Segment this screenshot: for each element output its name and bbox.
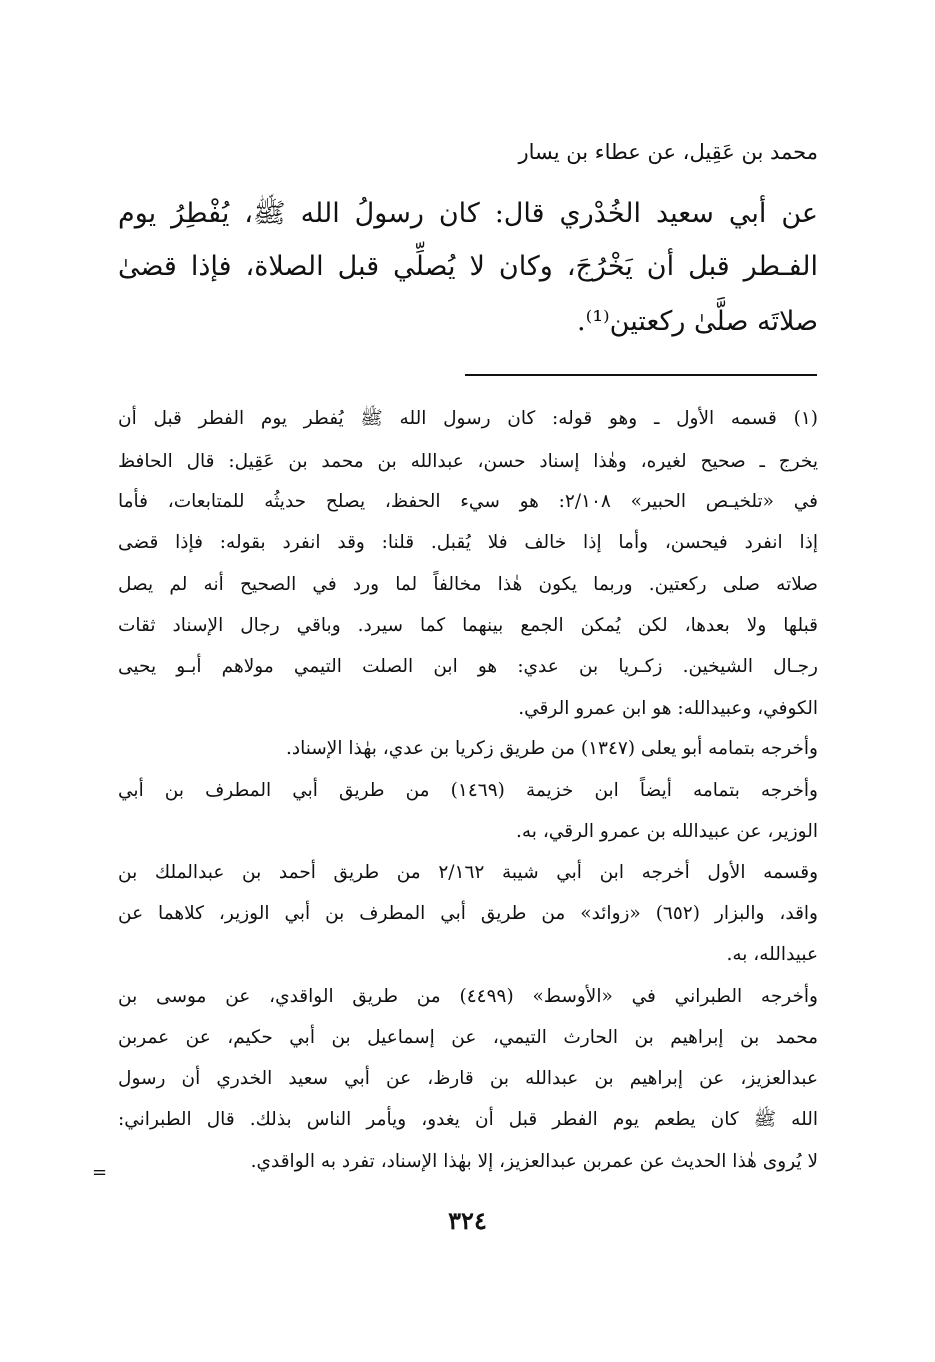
footnote-line: قبلها ولا بعدها، لكن يُمكن الجمع بينهما كما سيرد. وباقي رجال الإسناد ثقات — [118, 615, 818, 636]
footnote-line: إذا انفرد فيحسن، وأما إذا خالف فلا يُقبل. قلنا: وقد انفرد بقوله: فإذا قضى — [118, 532, 818, 553]
narrator-line: محمد بن عَقِيل، عن عطاء بن يسار — [518, 140, 818, 164]
footnote-line: محمد بن إبراهيم بن الحارث التيمي، عن إسماعيل بن أبي حكيم، عن عمربن — [118, 1027, 818, 1048]
hadith-line: الفـطر قبل أن يَخْرُجَ، وكان لا يُصلِّي قبل الصلاة، فإذا قضىٰ — [118, 251, 818, 282]
footnote-line: لا يُروى هٰذا الحديث عن عمربن عبدالعزيز، إلا بهٰذا الإسناد، تفرد به الواقدي. — [250, 1151, 818, 1172]
footnote-line: وأخرجه بتمامه أبو يعلى (١٣٤٧) من طريق زكريا بن عدي، بهٰذا الإسناد. — [285, 738, 818, 759]
footnote-line: واقد، والبزار (٦٥٢) «زوائد» من طريق أبي المطرف بن أبي الوزير، كلاهما عن — [118, 903, 818, 924]
hadith-line: عن أبي سعيد الخُدْري قال: كان رسولُ الله ﷺ، يُفْطِرُ يوم — [118, 198, 818, 229]
footnote-line: (١) قسمه الأول ـ وهو قوله: كان رسول الله ﷺ يُفطر يوم الفطر قبل أن — [118, 408, 818, 429]
continuation-mark: = — [92, 1162, 108, 1183]
hadith-line: صلاتَه صلَّىٰ ركعتين⁽¹⁾. — [576, 306, 818, 337]
footnote-line: يخرج ـ صحيح لغيره، وهٰذا إسناد حسن، عبدالله بن محمد بن عَقِيل: قال الحافظ — [118, 451, 818, 472]
footnote-line: عبدالعزيز، عن إبراهيم بن عبدالله بن قارظ، عن أبي سعيد الخدري أن رسول — [118, 1068, 818, 1089]
footnote-line: عبيدالله، به. — [726, 944, 818, 965]
footnote-line: الكوفي، وعبيدالله: هو ابن عمرو الرقي. — [518, 698, 818, 719]
footnote-line: وقسمه الأول أخرجه ابن أبي شيبة ٢/١٦٢ من طريق أحمد بن عبدالملك بن — [118, 862, 819, 883]
footnote-line: في «تلخيـص الحبير» ٢/١٠٨: هو سيء الحفظ، يصلح حديثُه للمتابعات، فأما — [118, 491, 819, 512]
footnote-line: رجـال الشيخين. زكـريا بن عدي: هو ابن الصلت التيمي مولاهم أبـو يحيى — [118, 656, 818, 677]
footnote-line: وأخرجه الطبراني في «الأوسط» (٤٤٩٩) من طريق الواقدي، عن موسى بن — [118, 986, 818, 1007]
footnote-separator — [465, 374, 817, 376]
page-number: ٣٢٤ — [448, 1206, 487, 1235]
footnote-line: الله ﷺ كان يطعم يوم الفطر قبل أن يغدو، ويأمر الناس بذلك. قال الطبراني: — [118, 1109, 818, 1130]
footnote-line: صلاته صلى ركعتين. وربما يكون هٰذا مخالفاً لما ورد في الصحيح أنه لم يصل — [118, 574, 818, 595]
footnote-line: الوزير، عن عبيدالله بن عمرو الرقي، به. — [515, 821, 818, 842]
footnote-line: وأخرجه بتمامه أيضاً ابن خزيمة (١٤٦٩) من طريق أبي المطرف بن أبي — [118, 780, 818, 801]
